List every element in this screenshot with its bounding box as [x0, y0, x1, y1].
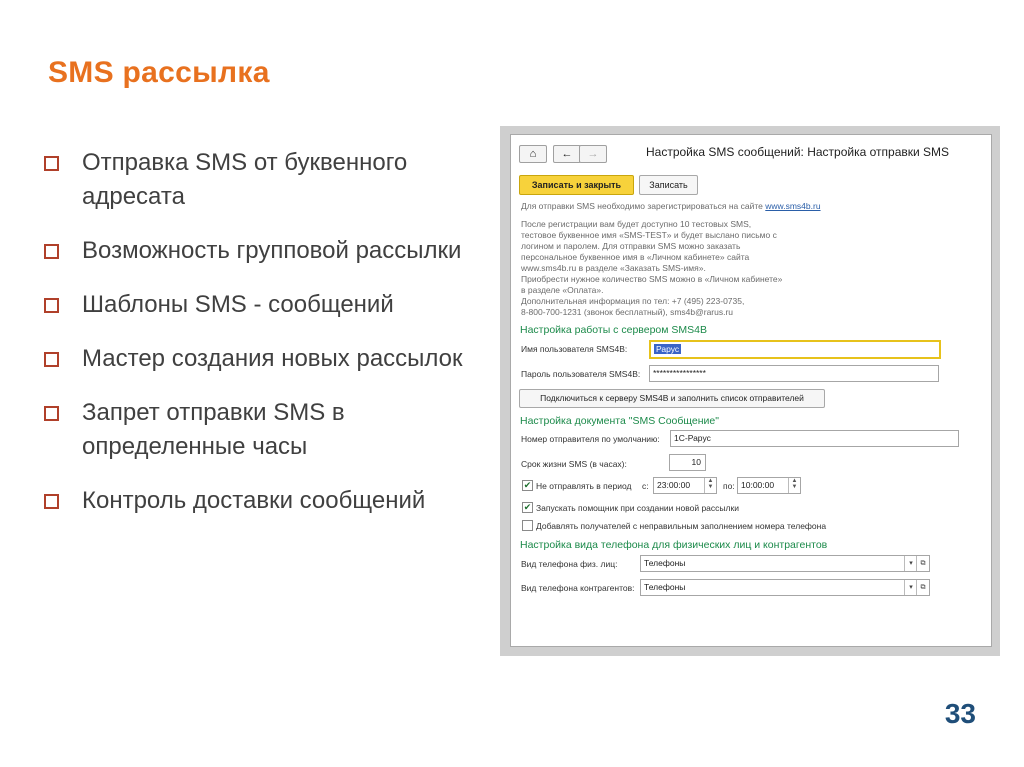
bullet-square-icon — [44, 156, 59, 171]
back-button[interactable] — [553, 145, 581, 163]
lifetime-label: Срок жизни SMS (в часах): — [521, 459, 627, 469]
section-server-settings: Настройка работы с сервером SMS4B — [520, 324, 707, 336]
forward-button[interactable] — [579, 145, 607, 163]
chevron-down-icon[interactable]: ▾ — [904, 580, 917, 595]
chevron-down-icon[interactable]: ▾ — [904, 556, 917, 571]
slide-title: SMS рассылка — [48, 56, 270, 89]
phone-contractor-select[interactable] — [640, 579, 930, 596]
phone-contractor-label: Вид телефона контрагентов: — [521, 583, 635, 593]
bullet-item — [44, 146, 504, 214]
bullet-text: Запрет отправки SMS в определенные часы — [82, 399, 345, 460]
form-title: Настройка SMS сообщений: Настройка отправки SMS — [646, 145, 950, 159]
open-icon[interactable]: ⧉ — [916, 556, 929, 571]
arrow-right-icon: → — [587, 148, 599, 160]
bullet-square-icon — [44, 298, 59, 313]
sms4b-site-link[interactable]: www.sms4b.ru — [765, 201, 821, 211]
bullet-square-icon — [44, 352, 59, 367]
checkmark-icon: ✔ — [523, 502, 532, 512]
info-line: 8-800-700-1231 (звонок бесплатный), sms4b@rarus.ru — [521, 307, 734, 317]
save-and-close-button[interactable]: Записать и закрыть — [519, 175, 634, 195]
bullet-square-icon — [44, 244, 59, 259]
info-line: персональное буквенное имя в «Личном кабинете» сайта — [521, 252, 750, 262]
info-line: Дополнительная информация по тел: +7 (495) 223-0735, — [521, 296, 745, 306]
page-number: 33 — [944, 698, 976, 729]
bullet-square-icon — [44, 494, 59, 509]
to-time-input[interactable] — [737, 477, 801, 494]
open-icon[interactable]: ⧉ — [916, 580, 929, 595]
checkmark-icon: ✔ — [523, 480, 532, 490]
invalid-phone-checkbox[interactable] — [522, 520, 533, 531]
wizard-checkbox[interactable] — [522, 502, 533, 513]
bullet-square-icon — [44, 406, 59, 421]
connect-server-button[interactable]: Подключиться к серверу SMS4B и заполнить список отправителей — [519, 389, 825, 408]
username-value: Рарус — [656, 344, 680, 354]
home-icon: ⌂ — [529, 148, 537, 160]
no-send-label: Не отправлять в период — [536, 481, 632, 491]
bullet-text: Отправка SMS от буквенного адресата — [82, 149, 408, 210]
phone-person-label: Вид телефона физ. лиц: — [521, 559, 618, 569]
bullet-text: Возможность групповой рассылки — [82, 237, 462, 264]
from-time-input[interactable] — [653, 477, 717, 494]
invalid-phone-label: Добавлять получателей с неправильным заполнением номера телефона — [536, 521, 827, 531]
spinner-icon[interactable]: ▲ ▼ — [704, 478, 716, 493]
bullet-item — [44, 234, 504, 268]
arrow-left-icon: ← — [561, 148, 573, 160]
to-time-value: 10:00:00 — [741, 480, 775, 490]
info-line: Приобрести нужное количество SMS можно в «Личном кабинете» — [521, 274, 783, 284]
from-time-value: 23:00:00 — [657, 480, 691, 490]
password-input[interactable]: **************** — [649, 365, 939, 382]
section-document-settings: Настройка документа "SMS Сообщение" — [520, 415, 719, 427]
bullet-item — [44, 342, 504, 376]
bullet-item — [44, 484, 504, 518]
spinner-icon[interactable]: ▲ ▼ — [788, 478, 800, 493]
password-label: Пароль пользователя SMS4B: — [521, 369, 641, 379]
phone-person-select[interactable] — [640, 555, 930, 572]
wizard-label: Запускать помощник при создании новой рассылки — [536, 503, 739, 513]
username-input[interactable] — [649, 340, 941, 359]
settings-form-window — [510, 134, 992, 647]
bullet-item — [44, 288, 504, 322]
save-button[interactable]: Записать — [639, 175, 698, 195]
bullet-text: Мастер создания новых рассылок — [82, 345, 463, 372]
lifetime-input[interactable]: 10 — [669, 454, 706, 471]
registration-note-text: Для отправки SMS необходимо зарегистрироваться на сайте — [521, 201, 763, 211]
registration-note — [521, 201, 821, 211]
bullet-item — [44, 396, 504, 464]
info-line: После регистрации вам будет доступно 10 тестовых SMS, — [521, 219, 752, 229]
info-line: логином и паролем. Для отправки SMS можно заказать — [521, 241, 741, 251]
no-send-checkbox[interactable] — [522, 480, 533, 491]
info-line: в разделе «Оплата». — [521, 285, 604, 295]
from-label: с: — [642, 481, 649, 491]
sender-label: Номер отправителя по умолчанию: — [521, 434, 660, 444]
home-button[interactable] — [519, 145, 547, 163]
info-line: www.sms4b.ru в разделе «Заказать SMS-имя». — [521, 263, 706, 273]
bullet-text: Контроль доставки сообщений — [82, 487, 426, 514]
username-label: Имя пользователя SMS4B: — [521, 344, 628, 354]
bullet-text: Шаблоны SMS - сообщений — [82, 291, 394, 318]
info-line: тестовое буквенное имя «SMS-TEST» и будет выслано письмо с — [521, 230, 777, 240]
to-label: по: — [723, 481, 735, 491]
section-phone-settings: Настройка вида телефона для физических лиц и контрагентов — [520, 539, 828, 551]
bullet-list — [44, 146, 504, 538]
phone-contractor-value: Телефоны — [644, 582, 686, 592]
phone-person-value: Телефоны — [644, 558, 686, 568]
sender-input[interactable]: 1С-Рарус — [670, 430, 959, 447]
